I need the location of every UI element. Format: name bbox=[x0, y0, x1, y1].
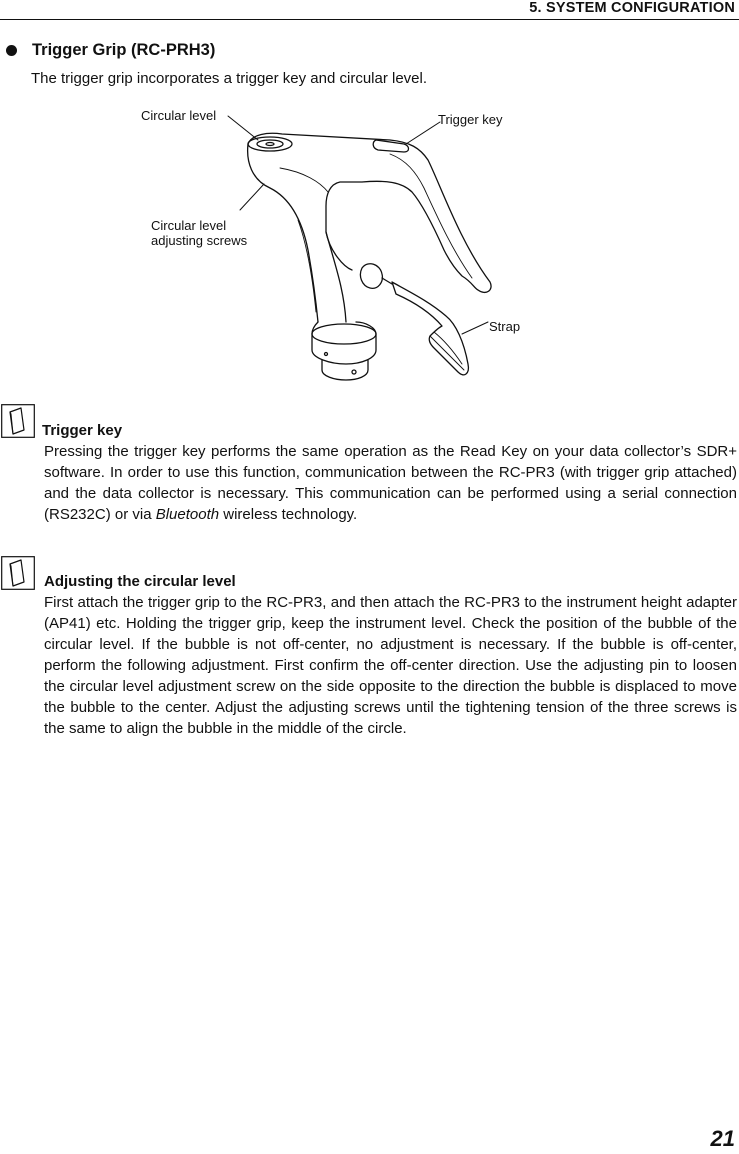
trigger-grip-figure bbox=[130, 102, 530, 392]
section-heading bbox=[4, 41, 215, 60]
section-intro: The trigger grip incorporates a trigger key and circular level. bbox=[31, 70, 428, 87]
label-circular-level: Circular level bbox=[141, 108, 217, 123]
label-adjusting-screws bbox=[151, 218, 247, 248]
note-icon bbox=[1, 556, 35, 590]
chapter-header: 5. SYSTEM CONFIGURATION bbox=[529, 0, 735, 16]
note-body-adjusting-circular-level: First attach the trigger grip to the RC-PR3, and then attach the RC-PR3 to the instrument height adapter (AP41) etc. Holding the trigger grip, keep the instrument level. Check the position of the bubble of the circular level. If the bubble is not off-center, no adjustment is necessary. If the bubble is off-center, perform the following adjustment. First confirm the off-center direction. Use the adjusting pin to loosen the circular level adjustment screw on the side opposite to the direction the bubble is displaced to move the bubble to the center. Adjust the adjusting screws until the tightening tension of the three screws is the same to align the bubble in the middle of the circle. bbox=[44, 594, 737, 737]
section-title: Trigger Grip (RC-PRH3) bbox=[32, 41, 216, 59]
label-trigger-key: Trigger key bbox=[438, 112, 503, 127]
note-icon bbox=[1, 404, 35, 438]
note-body-part1: Pressing the trigger key performs the same operation as the Read Key on your data collector’s SDR+ software. In order to use this function, communication between the RC-PR3 (with trigger grip attached) and the data collector is necessary. This communication can be performed using a serial connection (RS232C) or via bbox=[44, 443, 737, 523]
header-rule bbox=[0, 19, 739, 20]
note-body-trigger-key bbox=[44, 441, 737, 525]
label-adjusting-screws-line1: Circular level bbox=[151, 218, 227, 233]
label-strap: Strap bbox=[489, 319, 521, 334]
note-title-adjusting-circular-level: Adjusting the circular level bbox=[44, 573, 236, 590]
page-number: 21 bbox=[710, 1126, 735, 1151]
note-title-trigger-key: Trigger key bbox=[42, 422, 123, 439]
label-adjusting-screws-line2: adjusting screws bbox=[151, 233, 248, 248]
note-body-part2: wireless technology. bbox=[219, 506, 358, 523]
bullet-icon bbox=[6, 45, 17, 56]
note-body-italic: Bluetooth bbox=[155, 506, 220, 523]
